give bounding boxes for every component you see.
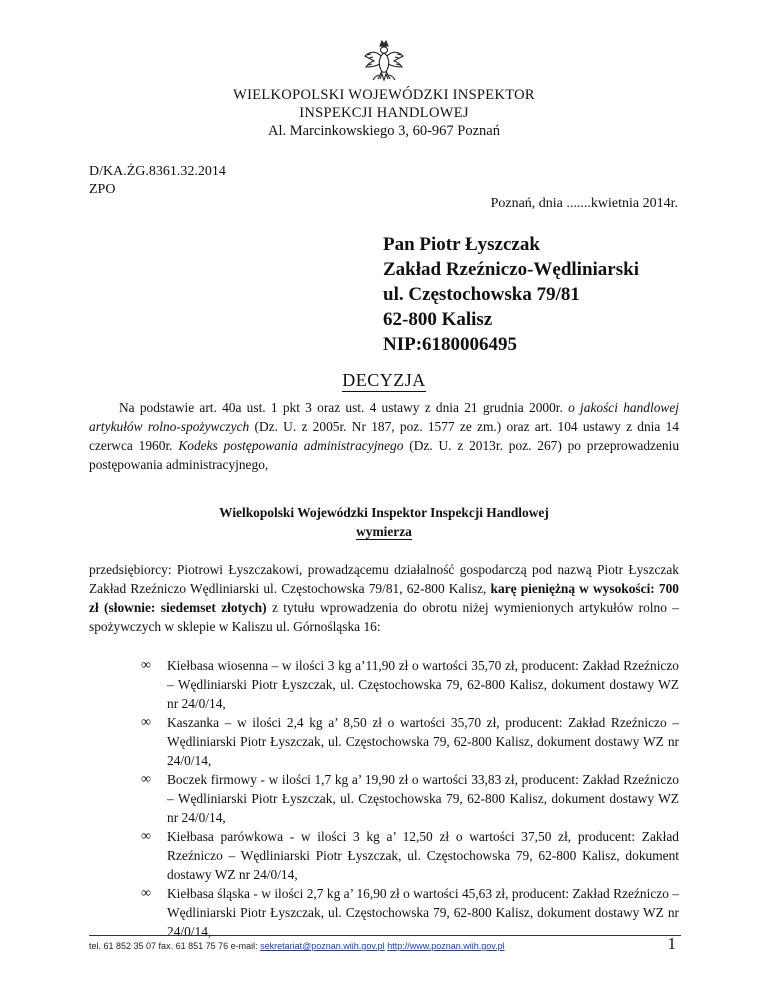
decision-text-2: z tytułu wprowadzenia do obrotu niżej wymienionych artykułów rolno – spożywczych w sklepie w Kaliszu ul. Górnośląska 16: — [89, 600, 679, 634]
ruling-verb: wymierza — [356, 524, 412, 539]
bullet-icon: ∞ — [141, 772, 151, 787]
act-title-1: o jakości handlowej artykułów rolno-spożywczych — [89, 400, 679, 434]
legal-basis-paragraph — [89, 398, 679, 474]
institution-address: Al. Marcinkowskiego 3, 60-967 Poznań — [268, 123, 500, 139]
act-title-2: Kodeks postępowania administracyjnego — [178, 438, 404, 453]
institution-name-line2: INSPEKCJI HANDLOWEJ — [299, 105, 469, 121]
inspector-block — [0, 503, 768, 541]
addressee-block — [383, 232, 639, 357]
list-item — [89, 713, 679, 770]
email-link[interactable]: sekretariat@poznan.wiih.gov.pl — [260, 941, 385, 951]
addressee-nip: NIP:6180006495 — [383, 334, 518, 355]
bullet-icon: ∞ — [141, 715, 151, 730]
product-list — [89, 656, 679, 941]
bullet-icon: ∞ — [141, 886, 151, 901]
footer-contact — [89, 941, 505, 951]
list-item — [89, 827, 679, 884]
list-item-text: Kiełbasa śląska - w ilości 2,7 kg a’ 16,90 zł o wartości 45,63 zł, producent: Zakład Rzeźniczo – Wędliniarski Piotr Łyszczak, ul. Częstochowska 79, 62-800 Kalisz, dokument dostawy WZ nr 24/0/14, — [167, 886, 679, 939]
reference-block — [89, 163, 226, 199]
list-item — [89, 656, 679, 713]
list-item-text: Kaszanka – w ilości 2,4 kg a’ 8,50 zł o wartości 35,70 zł, producent: Zakład Rzeźniczo – Wędliniarski Piotr Łyszczak, ul. Częstochowska 79, 62-800 Kalisz, dokument dostawy WZ nr 24/0/14, — [167, 715, 679, 768]
document-title: DECYZJA — [342, 370, 426, 390]
inspector-title: Wielkopolski Wojewódzki Inspektor Inspekcji Handlowej — [219, 505, 549, 520]
footer-divider — [89, 935, 681, 936]
footer-phone-fax: tel. 61 852 35 07 fax. 61 851 75 76 e-mail: — [89, 941, 261, 951]
bullet-icon: ∞ — [141, 658, 151, 673]
addressee-city: 62-800 Kalisz — [383, 309, 493, 330]
legal-basis-text-2: (Dz. U. z 2005r. Nr 187, poz. 1577 ze zm.) oraz art. 104 ustawy z dnia 14 czerwca 1960r. — [89, 419, 679, 453]
case-number: D/KA.ŻG.8361.32.2014 — [89, 164, 226, 179]
list-item-text: Boczek firmowy - w ilości 1,7 kg a’ 19,90 zł o wartości 33,83 zł, producent: Zakład Rzeźniczo – Wędliniarski Piotr Łyszczak, ul. Częstochowska 79, 62-800 Kalisz, dokument dostawy WZ nr 24/0/14, — [167, 772, 679, 825]
legal-basis-text-3: (Dz. U. z 2013r. poz. 267) po przeprowadzeniu postępowania administracyjnego, — [89, 438, 680, 472]
institution-name: WIELKOPOLSKI WOJEWÓDZKI INSPEKTOR — [233, 87, 535, 103]
addressee-street: ul. Częstochowska 79/81 — [383, 284, 580, 305]
list-item — [89, 770, 679, 827]
legal-basis-text-1: Na podstawie art. 40a ust. 1 pkt 3 oraz ust. 4 ustawy z dnia 21 grudnia 2000r. — [119, 400, 569, 415]
case-code: ZPO — [89, 182, 116, 197]
list-item-text: Kiełbasa wiosenna – w ilości 3 kg a’11,90 zł o wartości 35,70 zł, producent: Zakład Rzeźniczo – Wędliniarski Piotr Łyszczak, ul. Częstochowska 79, 62-800 Kalisz, dokument dostawy WZ nr 24/0/14, — [167, 658, 679, 711]
penalty-amount: karę pieniężną w wysokości: 700 zł (słownie: siedemset złotych) — [89, 581, 680, 615]
list-item-text: Kiełbasa parówkowa - w ilości 3 kg a’ 12,50 zł o wartości 37,50 zł, producent: Zakład Rzeźniczo – Wędliniarski Piotr Łyszczak, ul. Częstochowska 79, 62-800 Kalisz, dokument dostawy WZ nr 24/0/14, — [167, 829, 679, 882]
list-item — [89, 884, 679, 941]
addressee-company: Zakład Rzeźniczo-Wędliniarski — [383, 259, 639, 280]
document-date: Poznań, dnia .......kwietnia 2014r. — [490, 196, 678, 211]
polish-eagle-emblem-icon — [363, 38, 405, 84]
document-title-wrap — [0, 370, 768, 391]
decision-text-1: przedsiębiorcy: Piotrowi Łyszczakowi, prowadzącemu działalność gospodarczą pod nazwą Piotr Łyszczak Zakład Rzeźniczo Wędliniarski ul. Częstochowska 79/81, 62-800 Kalisz, — [89, 562, 679, 596]
institution-header — [0, 86, 768, 140]
website-link[interactable]: http://www.poznan.wiih.gov.pl — [387, 941, 505, 951]
addressee-name: Pan Piotr Łyszczak — [383, 234, 540, 255]
bullet-icon: ∞ — [141, 829, 151, 844]
page-number: 1 — [667, 934, 676, 953]
decision-paragraph — [89, 560, 679, 636]
